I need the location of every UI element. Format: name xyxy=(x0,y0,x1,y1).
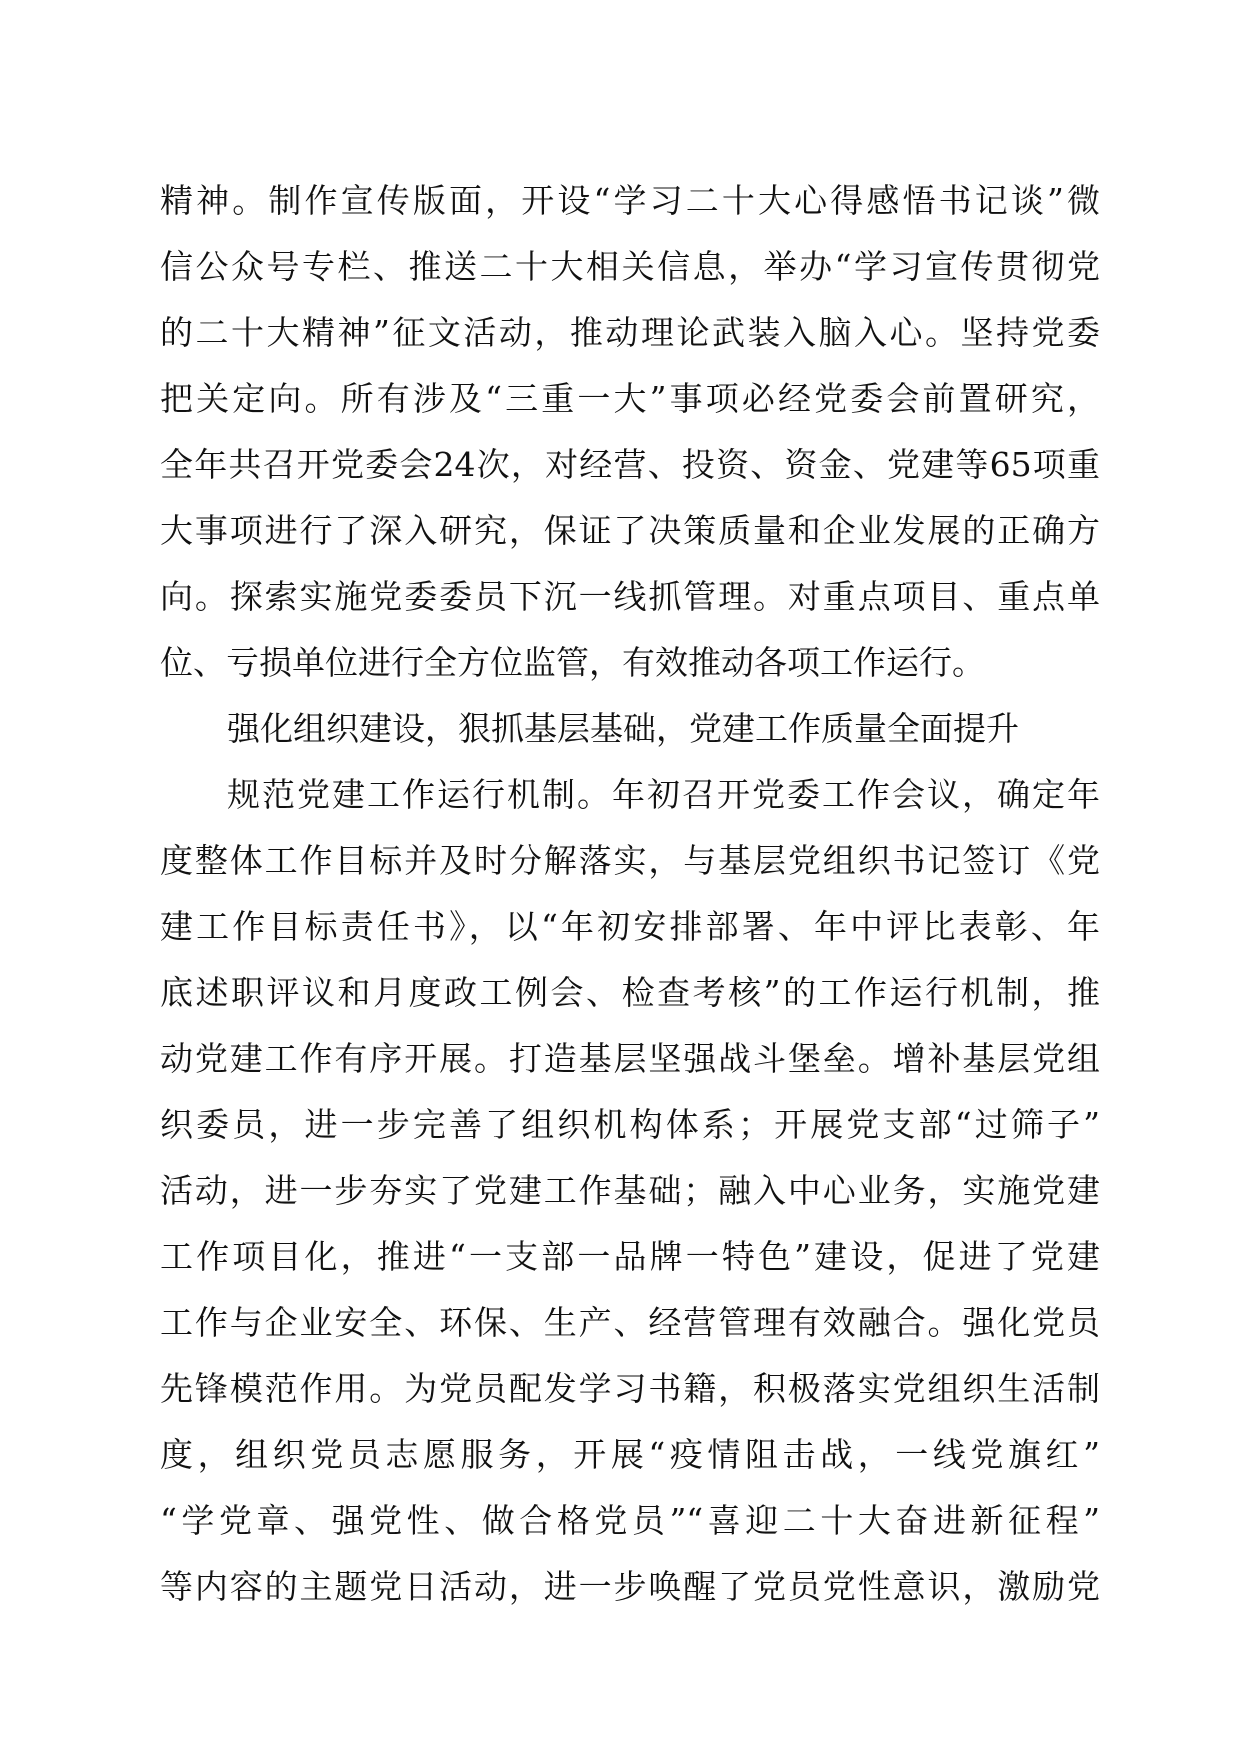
paragraph-line: 底述职评议和月度政工例会、检查考核”的工作运行机制，推 xyxy=(160,973,1100,1012)
paragraph-last-line: 位、亏损单位进行全方位监管，有效推动各项工作运行。 xyxy=(160,643,985,682)
paragraph-line: 等内容的主题党日活动，进一步唤醒了党员党性意识，激励党 xyxy=(160,1567,1100,1606)
paragraph-line: 全年共召开党委会24次，对经营、投资、资金、党建等65项重 xyxy=(160,445,1100,484)
body-text xyxy=(160,168,1100,1620)
paragraph-line: 向。探索实施党委委员下沉一线抓管理。对重点项目、重点单 xyxy=(160,577,1100,616)
paragraph-line: 精神。制作宣传版面，开设“学习二十大心得感悟书记谈”微 xyxy=(160,181,1100,220)
paragraph-line: 工作与企业安全、环保、生产、经营管理有效融合。强化党员 xyxy=(160,1303,1100,1342)
paragraph-line: 度整体工作目标并及时分解落实，与基层党组织书记签订《党 xyxy=(160,841,1100,880)
paragraph-line: 大事项进行了深入研究，保证了决策质量和企业发展的正确方 xyxy=(160,511,1100,550)
paragraph-line: 建工作目标责任书》，以“年初安排部署、年中评比表彰、年 xyxy=(160,907,1100,946)
paragraph-line: “学党章、强党性、做合格党员”“喜迎二十大奋进新征程” xyxy=(160,1501,1100,1540)
paragraph-first-line: 规范党建工作运行机制。年初召开党委工作会议，确定年 xyxy=(227,775,1100,814)
paragraph-line: 工作项目化，推进“一支部一品牌一特色”建设，促进了党建 xyxy=(160,1237,1100,1276)
section-heading: 强化组织建设，狠抓基层基础，党建工作质量全面提升 xyxy=(227,709,1019,748)
paragraph-line: 把关定向。所有涉及“三重一大”事项必经党委会前置研究， xyxy=(160,379,1100,418)
paragraph-line: 的二十大精神”征文活动，推动理论武装入脑入心。坚持党委 xyxy=(160,313,1100,352)
paragraph-line: 活动，进一步夯实了党建工作基础；融入中心业务，实施党建 xyxy=(160,1171,1100,1210)
paragraph-line: 织委员，进一步完善了组织机构体系；开展党支部“过筛子” xyxy=(160,1105,1100,1144)
paragraph-line: 信公众号专栏、推送二十大相关信息，举办“学习宣传贯彻党 xyxy=(160,247,1100,286)
paragraph-line: 先锋模范作用。为党员配发学习书籍，积极落实党组织生活制 xyxy=(160,1369,1100,1408)
paragraph-line: 动党建工作有序开展。打造基层坚强战斗堡垒。增补基层党组 xyxy=(160,1039,1100,1078)
paragraph-line: 度，组织党员志愿服务，开展“疫情阻击战，一线党旗红” xyxy=(160,1435,1100,1474)
